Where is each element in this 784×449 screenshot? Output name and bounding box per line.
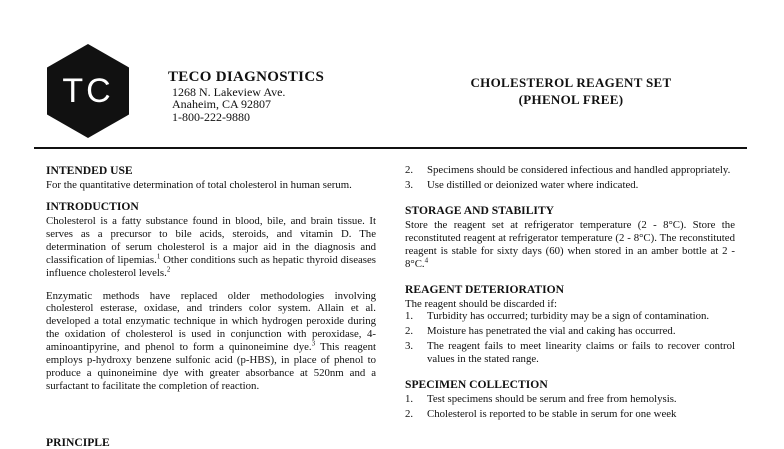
reference-marker: 1 bbox=[156, 252, 161, 261]
section-reagent-deterioration bbox=[405, 283, 735, 367]
section-specimen-collection bbox=[405, 378, 735, 421]
section-precautions bbox=[405, 164, 735, 192]
intro-paragraph-2 bbox=[46, 290, 376, 394]
list-item bbox=[405, 179, 735, 192]
list-item bbox=[405, 340, 735, 366]
section-intended-use bbox=[46, 164, 376, 192]
paragraph-text: Store the reagent set at refrigerator temperature (2 - 8°C). Store the reconstituted reagent at refrigerator temperature (2 - 8°C). The reconstituted reagent is stable for sixty days (60) when stored in an amber bottle at 2 - 8°C. bbox=[405, 218, 735, 270]
list-text: Specimens should be considered infectious and handled appropriately. bbox=[427, 164, 731, 176]
section-storage bbox=[405, 204, 735, 271]
paragraph-text: Cholesterol is a fatty substance found in blood, bile, and brain tissue. It serves as a precursor to bile acids, steroids, and vitamin D. The determination of serum cholesterol is a major aid in the diagnosis and classification of lipemias. bbox=[46, 214, 376, 266]
product-title bbox=[440, 75, 702, 109]
list-number: 1. bbox=[405, 393, 414, 406]
reference-marker: 2 bbox=[166, 264, 171, 273]
paragraph-text: Other conditions such as hepatic thyroid diseases influence cholesterol levels. bbox=[46, 253, 376, 279]
list-text: Use distilled or deionized water where indicated. bbox=[427, 178, 639, 191]
list-number: 2. bbox=[405, 408, 414, 421]
right-column bbox=[405, 164, 735, 429]
list-number: 2. bbox=[405, 325, 414, 338]
list-text: The reagent fails to meet linearity claims or fails to recover control values in the stated range. bbox=[427, 340, 735, 366]
list-number: 2. bbox=[405, 164, 414, 176]
teco-logo bbox=[47, 44, 129, 138]
section-text: For the quantitative determination of total cholesterol in human serum. bbox=[46, 178, 352, 191]
product-title-line-2: (PHENOL FREE) bbox=[518, 91, 624, 107]
company-phone: 1-800-222-9880 bbox=[172, 109, 250, 124]
hexagon-logo-icon bbox=[47, 44, 129, 138]
list-text: Cholesterol is reported to be stable in serum for one week bbox=[427, 408, 677, 421]
company-name: TECO DIAGNOSTICS bbox=[168, 69, 325, 85]
logo-text: TC bbox=[62, 72, 114, 110]
list-number: 3. bbox=[405, 178, 414, 191]
product-title-line-1: CHOLESTEROL REAGENT SET bbox=[470, 75, 672, 90]
section-text bbox=[405, 219, 735, 271]
section-text: The reagent should be discarded if: bbox=[405, 297, 557, 310]
list-item bbox=[405, 310, 735, 323]
reference-marker: 3 bbox=[311, 339, 316, 348]
list-text: Moisture has penetrated the vial and caking has occurred. bbox=[427, 325, 676, 338]
section-heading: REAGENT DETERIORATION bbox=[405, 282, 565, 296]
company-address-1: 1268 N. Lakeview Ave. bbox=[172, 84, 286, 99]
list-number: 1. bbox=[405, 310, 414, 323]
intro-paragraph-1 bbox=[46, 215, 376, 280]
section-heading: STORAGE AND STABILITY bbox=[405, 203, 555, 217]
section-heading: INTENDED USE bbox=[46, 164, 133, 177]
list-text: Test specimens should be serum and free from hemolysis. bbox=[427, 393, 677, 406]
left-column bbox=[46, 164, 376, 401]
paragraph-text: This reagent employs p-hydroxy benzene sulfonic acid (p-HBS), in place of phenol to produce a quinoneimine dye with greater absorbance at 520nm and a surfactant to facilitate the completion of reaction. bbox=[46, 341, 376, 393]
list-item bbox=[405, 325, 735, 338]
company-info bbox=[168, 70, 324, 124]
header-divider bbox=[34, 147, 747, 149]
section-introduction bbox=[46, 200, 376, 393]
section-heading: SPECIMEN COLLECTION bbox=[405, 378, 548, 392]
list-number: 3. bbox=[405, 340, 414, 353]
list-item bbox=[405, 393, 735, 406]
list-item bbox=[405, 408, 735, 421]
company-address-2: Anaheim, CA 92807 bbox=[172, 97, 271, 112]
list-text: Turbidity has occurred; turbidity may be a sign of contamination. bbox=[427, 310, 710, 323]
section-heading-principle: PRINCIPLE bbox=[46, 436, 110, 449]
list-item bbox=[405, 164, 735, 177]
paragraph-text: Enzymatic methods have replaced older methodologies involving cholesterol esterase, oxidase, and trinders color system. Allain et al. developed a total enzymatic technique in which hydrogen peroxide during the oxidation of cholesterol is used in conjunction with peroxidase, 4-aminoantipyrine, and phenol to form a quinoneimine dye. bbox=[46, 289, 376, 354]
section-heading: INTRODUCTION bbox=[46, 199, 139, 213]
reference-marker: 4 bbox=[424, 256, 429, 265]
